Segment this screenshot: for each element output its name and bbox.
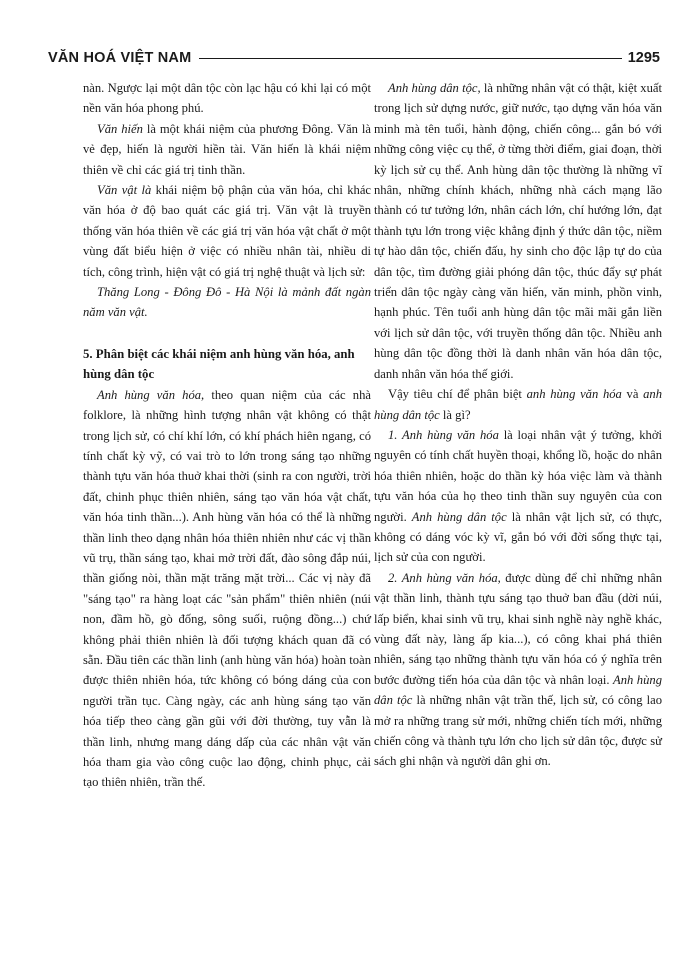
paragraph [83,180,371,282]
right-column [374,78,662,772]
term: Anh hùng dân tộc, [388,81,481,95]
paragraph-text: là những nhân vật trần thế, lịch sử, có công lao mở ra những trang sử mới, những chiến tích mới, những chiến công và thành tựu lớn cho lịch sử dân tộc, được sử sách ghi nhận và người dân ghi ơn. [374,693,662,769]
paragraph [83,385,371,793]
paragraph-text: được dùng để chỉ những nhân vật thần linh, thành tựu sáng tạo thuở ban đầu (dời núi, lấp biển, khai sinh vũ trụ, khai sinh nghề này nghề khác, vùng đất này, làng ấp kia...), có công khai phá thiên nhiên, sáng tạo những thành tựu văn hóa có ý nghĩa trên bước đường tiến hóa của dân tộc và nhân loại. [374,570,662,687]
paragraph-text: theo quan niệm của các nhà folklore, là những hình tượng nhân vật không có thật trong lịch sử, có chí khí lớn, có khí phách hiên ngang, có tính chất kỳ vỹ, có vai trò to lớn trong sáng tạo những thành tựu văn hóa thuở khai thời (sinh ra con người, trời đất, chinh phục thiên nhiên, sáng tạo văn hóa vật chất, văn hóa tinh thần...). Anh hùng văn hóa có thể là những thần linh theo dạng nhân hóa thiên nhiên như các vị thần vũ trụ, thần sáng tạo, khai mở trời đất, đào sông đắp núi, thần giống nòi, thần mặt trăng mặt trời... Các vị này đã "sáng tạo" ra hàng loạt các "sản phẩm" thiên nhiên (núi non, đầm hồ, gò đống, sông suối, ruộng đồng...) chứ không phải thiên nhiên là đối tượng khách quan đã có sẵn. Đầu tiên các thần linh (anh hùng văn hóa) hoàn toàn được thiên nhiên hóa, tức không có bóng dáng của con người trần tục. Càng ngày, các anh hùng sáng tạo văn hóa tiếp theo càng gần gũi với đời thường, tuy vẫn là thần linh, nhưng mang dáng dấp của các nhân vật văn hóa tham gia vào công cuộc lao động, chinh phục, cải tạo thiên nhiên, trần thế. [83,387,371,790]
paragraph-text: là loại nhân vật ý tưởng, khởi nguyên có tính chất huyền thoại, khổng lồ, hoặc do nhân hóa thiên nhiên, hoặc do thần kỳ hóa việc làm và thành tựu văn hóa của họ theo tinh thần suy nguyên của con người. [374,427,662,524]
item-number: 1. [388,427,402,442]
paragraph-text: là một khái niệm của phương Đông. Văn là vẻ đẹp, hiến là người hiền tài. Văn hiến là khái niệm thiên về chỉ các giá trị tinh thần. [83,121,371,177]
paragraph-text: và [621,387,644,402]
left-column [83,78,371,793]
term: Anh hùng văn hóa, [401,570,501,585]
running-title: VĂN HOÁ VIỆT NAM [48,50,192,66]
paragraph [83,119,371,180]
page-number: 1295 [627,50,660,66]
term: Anh hùng văn hóa, [97,387,205,402]
paragraph [83,78,371,119]
paragraph [374,384,662,425]
term: Văn hiến [97,121,143,136]
header-rule [199,58,621,59]
term: Anh hùng văn hóa [402,427,499,442]
paragraph-text: là những nhân vật có thật, kiệt xuất trong lịch sử dựng nước, giữ nước, tạo dựng văn hóa văn minh mà tên tuổi, hành động, chiến công... gắn bó với những công việc cụ thể, ở từng thời điểm, giai đoạn, thời kỳ lịch sử cụ thể. Anh hùng dân tộc thường là những vĩ nhân, những chính khách, những nhà cách mạng lão thành có tư tưởng lớn, nhân cách lớn, chí hướng lớn, đạt thành tựu lớn trong việc khẳng định ý thức dân tộc, niềm tự hào dân tộc, chiến đấu, hy sinh cho độc lập tự do của dân tộc, tìm đường giải phóng dân tộc, thúc đẩy sự phát triển dân tộc ngày càng văn hiến, văn minh, phồn vinh, hạnh phúc. Tên tuổi anh hùng dân tộc mãi mãi gắn liền với lịch sử dân tộc, với truyền thống dân tộc. Nhiều anh hùng dân tộc đồng thời là danh nhân văn hóa dân tộc, danh nhân văn hóa thế giới. [374,81,662,381]
paragraph-text: nàn. Ngược lại một dân tộc còn lạc hậu có khi lại có một nền văn hóa phong phú. [83,81,371,116]
paragraph-text: là nhân vật lịch sử, có thực, không có dáng vóc kỳ vĩ, gắn bó với đời sống thực tại, lịch sử của con người. [374,509,663,565]
paragraph-text: là gì? [439,407,471,422]
quote: Thăng Long - Đông Đô - Hà Nội là mảnh đất ngàn năm văn vật. [83,285,371,320]
term: Văn vật là [97,183,152,198]
paragraph [374,568,662,772]
term: anh hùng dân tộc [374,387,662,422]
paragraph [374,425,662,568]
paragraph [374,78,662,384]
section-heading: 5. Phân biệt các khái niệm anh hùng văn hóa, anh hùng dân tộc [83,346,355,382]
running-header [48,48,660,68]
term: Anh hùng dân tộc [374,672,662,708]
item-number: 2. [388,570,402,585]
spacer [83,323,371,344]
term: Anh hùng dân tộc [411,509,507,524]
paragraph-text: khái niệm bộ phận của văn hóa, chỉ khác văn hóa ở độ bao quát các giá trị. Văn vật là truyền thống văn hóa thiên về các giá trị văn hóa vật chất ở một vùng đất biểu hiện ở việc có nhiều nhân tài, nhiều di tích, công trình, hiện vật có giá trị nghệ thuật và lịch sử: [83,183,371,279]
paragraph-text: Vậy tiêu chí để phân biệt [388,387,527,402]
term: anh hùng văn hóa [526,387,622,402]
